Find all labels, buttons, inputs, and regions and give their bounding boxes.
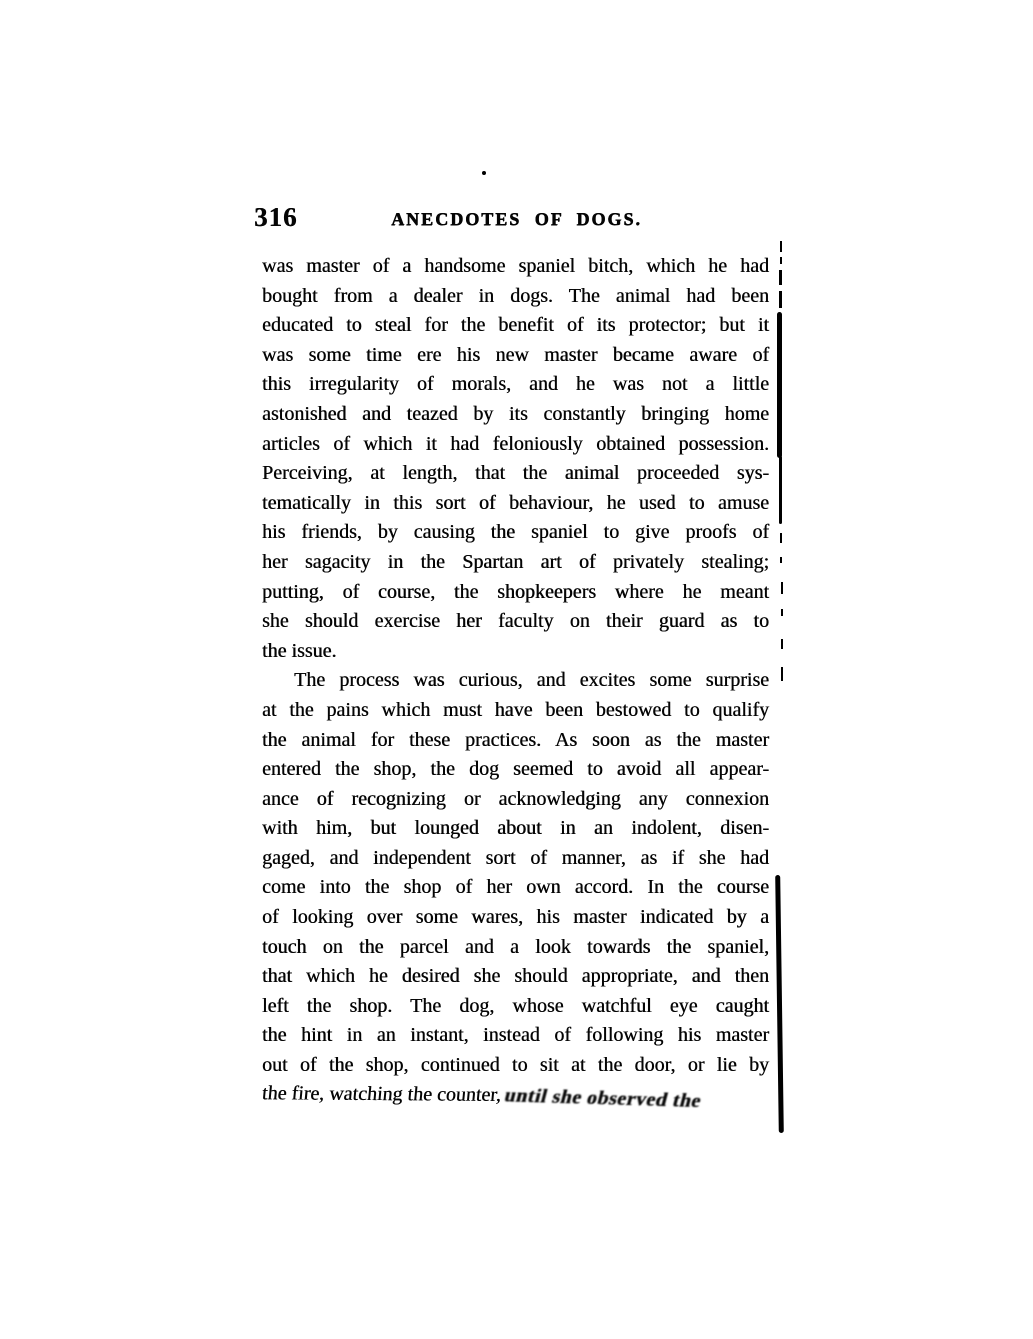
text-line: ance of recognizing or acknowledging any connexion (262, 787, 769, 810)
text-line: bought from a dealer in dogs. The animal had been (262, 284, 769, 307)
text-line: tematically in this sort of behaviour, he used to amuse (262, 491, 769, 514)
warped-line-head: the fire, watching the counter, (261, 1081, 503, 1106)
text-line: astonished and teazed by its constantly bringing home (262, 402, 769, 425)
margin-dash-artifact (781, 609, 783, 616)
text-line-warped (262, 1079, 769, 1112)
margin-dash-artifact (780, 557, 782, 563)
margin-line-artifact (777, 312, 782, 458)
body-text (262, 252, 769, 1110)
text-line: this irregularity of morals, and he was not a little (262, 373, 769, 396)
margin-dash-artifact (780, 241, 782, 252)
text-line: at the pains which must have been bestowed to qualify (262, 698, 769, 721)
text-line: she should exercise her faculty on their guard as to (262, 610, 769, 633)
text-line: was some time ere his new master became aware of (262, 343, 769, 366)
margin-line-artifact-bottom (775, 875, 784, 1133)
warped-line-tail-smeared: until she observed the (502, 1084, 704, 1112)
text-line: his friends, by causing the spaniel to give proofs of (262, 521, 769, 544)
margin-dash-artifact (780, 533, 782, 543)
text-line: come into the shop of her own accord. In the course (262, 876, 769, 899)
running-title: ANECDOTES OF DOGS. (391, 209, 642, 229)
text-line-paragraph-end: the issue. (262, 639, 337, 662)
ink-dot-artifact (482, 171, 486, 175)
margin-dash-artifact (779, 291, 782, 308)
margin-dash-artifact (781, 582, 783, 594)
text-line: articles of which it had feloniously obtained possession. (262, 432, 769, 455)
text-line: her sagacity in the Spartan art of privately stealing; (262, 550, 769, 573)
text-line: entered the shop, the dog seemed to avoid all appear- (262, 758, 769, 781)
text-line: putting, of course, the shopkeepers where he meant (262, 580, 769, 603)
page-number: 316 (254, 202, 298, 232)
margin-dash-artifact (781, 667, 783, 681)
text-line: touch on the parcel and a look towards the spaniel, (262, 935, 769, 958)
text-line: educated to steal for the benefit of its protector; but it (262, 314, 769, 337)
text-line: Perceiving, at length, that the animal proceeded sys- (262, 462, 769, 485)
text-line: of looking over some wares, his master indicated by a (262, 906, 769, 929)
margin-dash-artifact (781, 639, 783, 649)
text-line: that which he desired she should appropriate, and then (262, 965, 769, 988)
text-line-paragraph-start: The process was curious, and excites some surprise (294, 669, 769, 692)
text-line: out of the shop, continued to sit at the door, or lie by (262, 1054, 769, 1077)
text-line: the animal for these practices. As soon as the master (262, 728, 769, 751)
margin-dash-artifact (779, 270, 782, 285)
text-line: gaged, and independent sort of manner, as if she had (262, 846, 769, 869)
text-line: the hint in an instant, instead of following his master (262, 1024, 769, 1047)
margin-dash-artifact (780, 257, 782, 264)
margin-line-artifact (779, 456, 782, 524)
text-line: was master of a handsome spaniel bitch, which he had (262, 255, 769, 277)
text-line: left the shop. The dog, whose watchful eye caught (262, 994, 769, 1017)
text-line: with him, but lounged about in an indolent, disen- (262, 817, 769, 840)
